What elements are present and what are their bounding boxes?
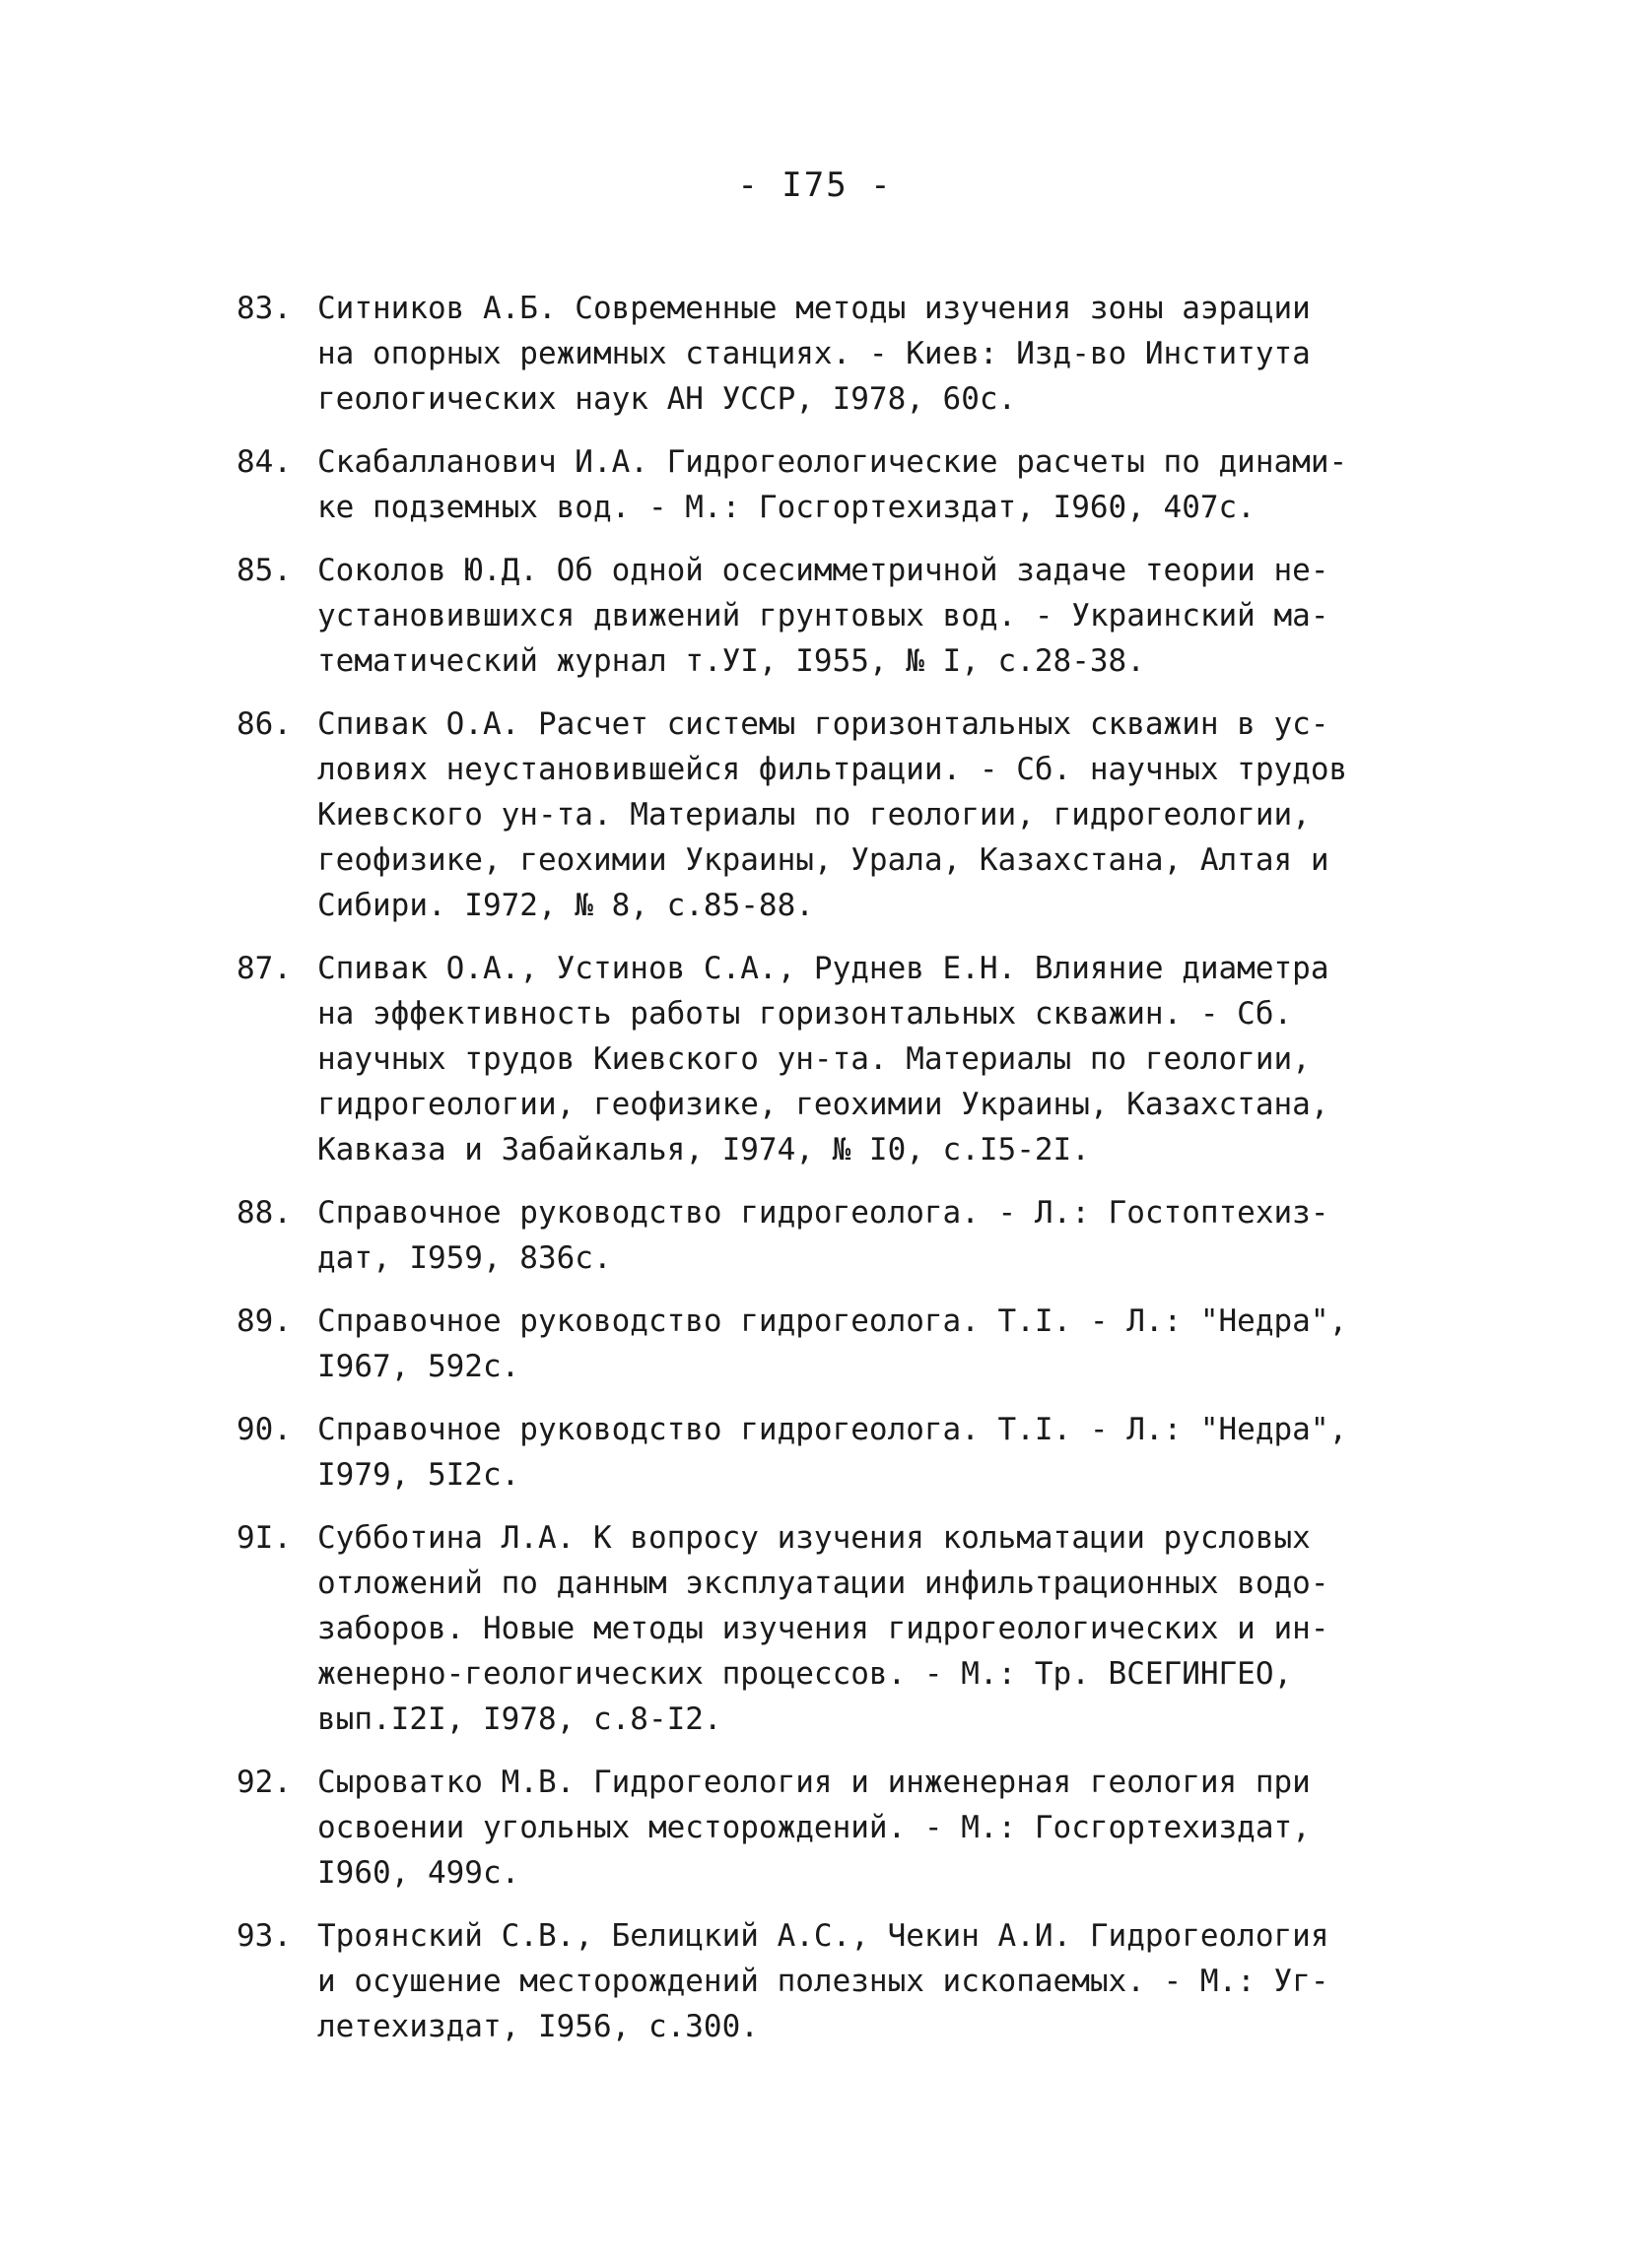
reference-number: 93.	[237, 1918, 292, 1954]
reference-line: Киевского ун-та. Материалы по геологии, гидрогеологии,	[317, 797, 1311, 833]
reference-number: 9I.	[237, 1520, 292, 1556]
reference-number: 85.	[237, 553, 292, 588]
reference-line: Ситников А.Б. Современные методы изучения зоны аэрации	[317, 291, 1311, 326]
reference-text	[317, 1407, 1399, 1498]
reference-line: Спивак О.А., Устинов С.А., Руднев Е.Н. Влияние диаметра	[317, 951, 1329, 986]
reference-line: Сыроватко М.В. Гидрогеология и инженерная геология при	[317, 1765, 1311, 1800]
reference-line: I960, 499с.	[317, 1855, 520, 1891]
reference-text	[317, 548, 1399, 684]
reference-number: 83.	[237, 291, 292, 326]
reference-number: 92.	[237, 1765, 292, 1800]
reference-number: 89.	[237, 1303, 292, 1339]
reference-entry	[237, 1913, 1399, 2049]
reference-line: дат, I959, 836с.	[317, 1240, 612, 1276]
reference-number: 87.	[237, 951, 292, 986]
reference-entry	[237, 548, 1399, 684]
reference-entry	[237, 946, 1399, 1172]
reference-entry	[237, 286, 1399, 422]
reference-text	[317, 701, 1399, 928]
reference-line: ке подземных вод. - М.: Госгортехиздат, I960, 407с.	[317, 490, 1256, 525]
reference-text	[317, 1190, 1399, 1281]
reference-line: заборов. Новые методы изучения гидрогеологических и ин-	[317, 1611, 1329, 1646]
reference-entry	[237, 701, 1399, 928]
reference-line: летехиздат, I956, с.300.	[317, 2009, 759, 2044]
reference-line: Сибири. I972, № 8, с.85-88.	[317, 888, 814, 923]
reference-entry	[237, 1515, 1399, 1742]
reference-number: 86.	[237, 706, 292, 742]
reference-text	[317, 1515, 1399, 1742]
reference-number: 90.	[237, 1412, 292, 1447]
page-number: - I75 -	[737, 166, 893, 205]
reference-line: отложений по данным эксплуатации инфильтрационных водо-	[317, 1566, 1329, 1601]
reference-line: и осушение месторождений полезных ископаемых. - М.: Уг-	[317, 1964, 1329, 1999]
reference-text	[317, 286, 1399, 422]
reference-line: тематический журнал т.УI, I955, № I, с.28-38.	[317, 643, 1145, 679]
reference-line: I967, 592с.	[317, 1349, 520, 1384]
reference-number: 84.	[237, 444, 292, 480]
reference-text	[317, 1760, 1399, 1896]
reference-line: научных трудов Киевского ун-та. Материалы по геологии,	[317, 1041, 1311, 1077]
reference-line: Субботина Л.А. К вопросу изучения кольматации русловых	[317, 1520, 1311, 1556]
reference-line: на опорных режимных станциях. - Киев: Изд-во Института	[317, 336, 1311, 371]
reference-line: Кавказа и Забайкалья, I974, № I0, с.I5-2I.	[317, 1132, 1090, 1167]
reference-line: геофизике, геохимии Украины, Урала, Казахстана, Алтая и	[317, 842, 1329, 878]
reference-line: геологических наук АН УССР, I978, 60с.	[317, 381, 1017, 417]
reference-entry	[237, 1407, 1399, 1498]
reference-line: установившихся движений грунтовых вод. - Украинский ма-	[317, 598, 1329, 634]
reference-line: Справочное руководство гидрогеолога. - Л.: Гостоптехиз-	[317, 1195, 1329, 1231]
reference-line: Соколов Ю.Д. Об одной осесимметричной задаче теории не-	[317, 553, 1329, 588]
reference-line: женерно-геологических процессов. - М.: Тр. ВСЕГИНГЕО,	[317, 1656, 1293, 1692]
reference-text	[317, 1913, 1399, 2049]
reference-entry	[237, 1190, 1399, 1281]
reference-line: Троянский С.В., Белицкий А.С., Чекин А.И. Гидрогеология	[317, 1918, 1329, 1954]
reference-line: Справочное руководство гидрогеолога. Т.I. - Л.: "Недра",	[317, 1303, 1348, 1339]
reference-line: ловиях неустановившейся фильтрации. - Сб. научных трудов	[317, 752, 1348, 787]
reference-entry	[237, 1299, 1399, 1389]
reference-list	[237, 286, 1399, 2067]
reference-line: Справочное руководство гидрогеолога. Т.I. - Л.: "Недра",	[317, 1412, 1348, 1447]
reference-line: вып.I2I, I978, с.8-I2.	[317, 1701, 722, 1737]
reference-entry	[237, 439, 1399, 530]
reference-number: 88.	[237, 1195, 292, 1231]
reference-line: Спивак О.А. Расчет системы горизонтальных скважин в ус-	[317, 706, 1329, 742]
reference-text	[317, 946, 1399, 1172]
reference-line: на эффективность работы горизонтальных скважин. - Сб.	[317, 996, 1293, 1032]
reference-line: гидрогеологии, геофизике, геохимии Украины, Казахстана,	[317, 1087, 1329, 1122]
reference-line: I979, 5I2с.	[317, 1457, 520, 1493]
reference-text	[317, 1299, 1399, 1389]
reference-line: освоении угольных месторождений. - М.: Госгортехиздат,	[317, 1810, 1311, 1845]
reference-entry	[237, 1760, 1399, 1896]
reference-text	[317, 439, 1399, 530]
reference-line: Скабалланович И.А. Гидрогеологические расчеты по динами-	[317, 444, 1348, 480]
